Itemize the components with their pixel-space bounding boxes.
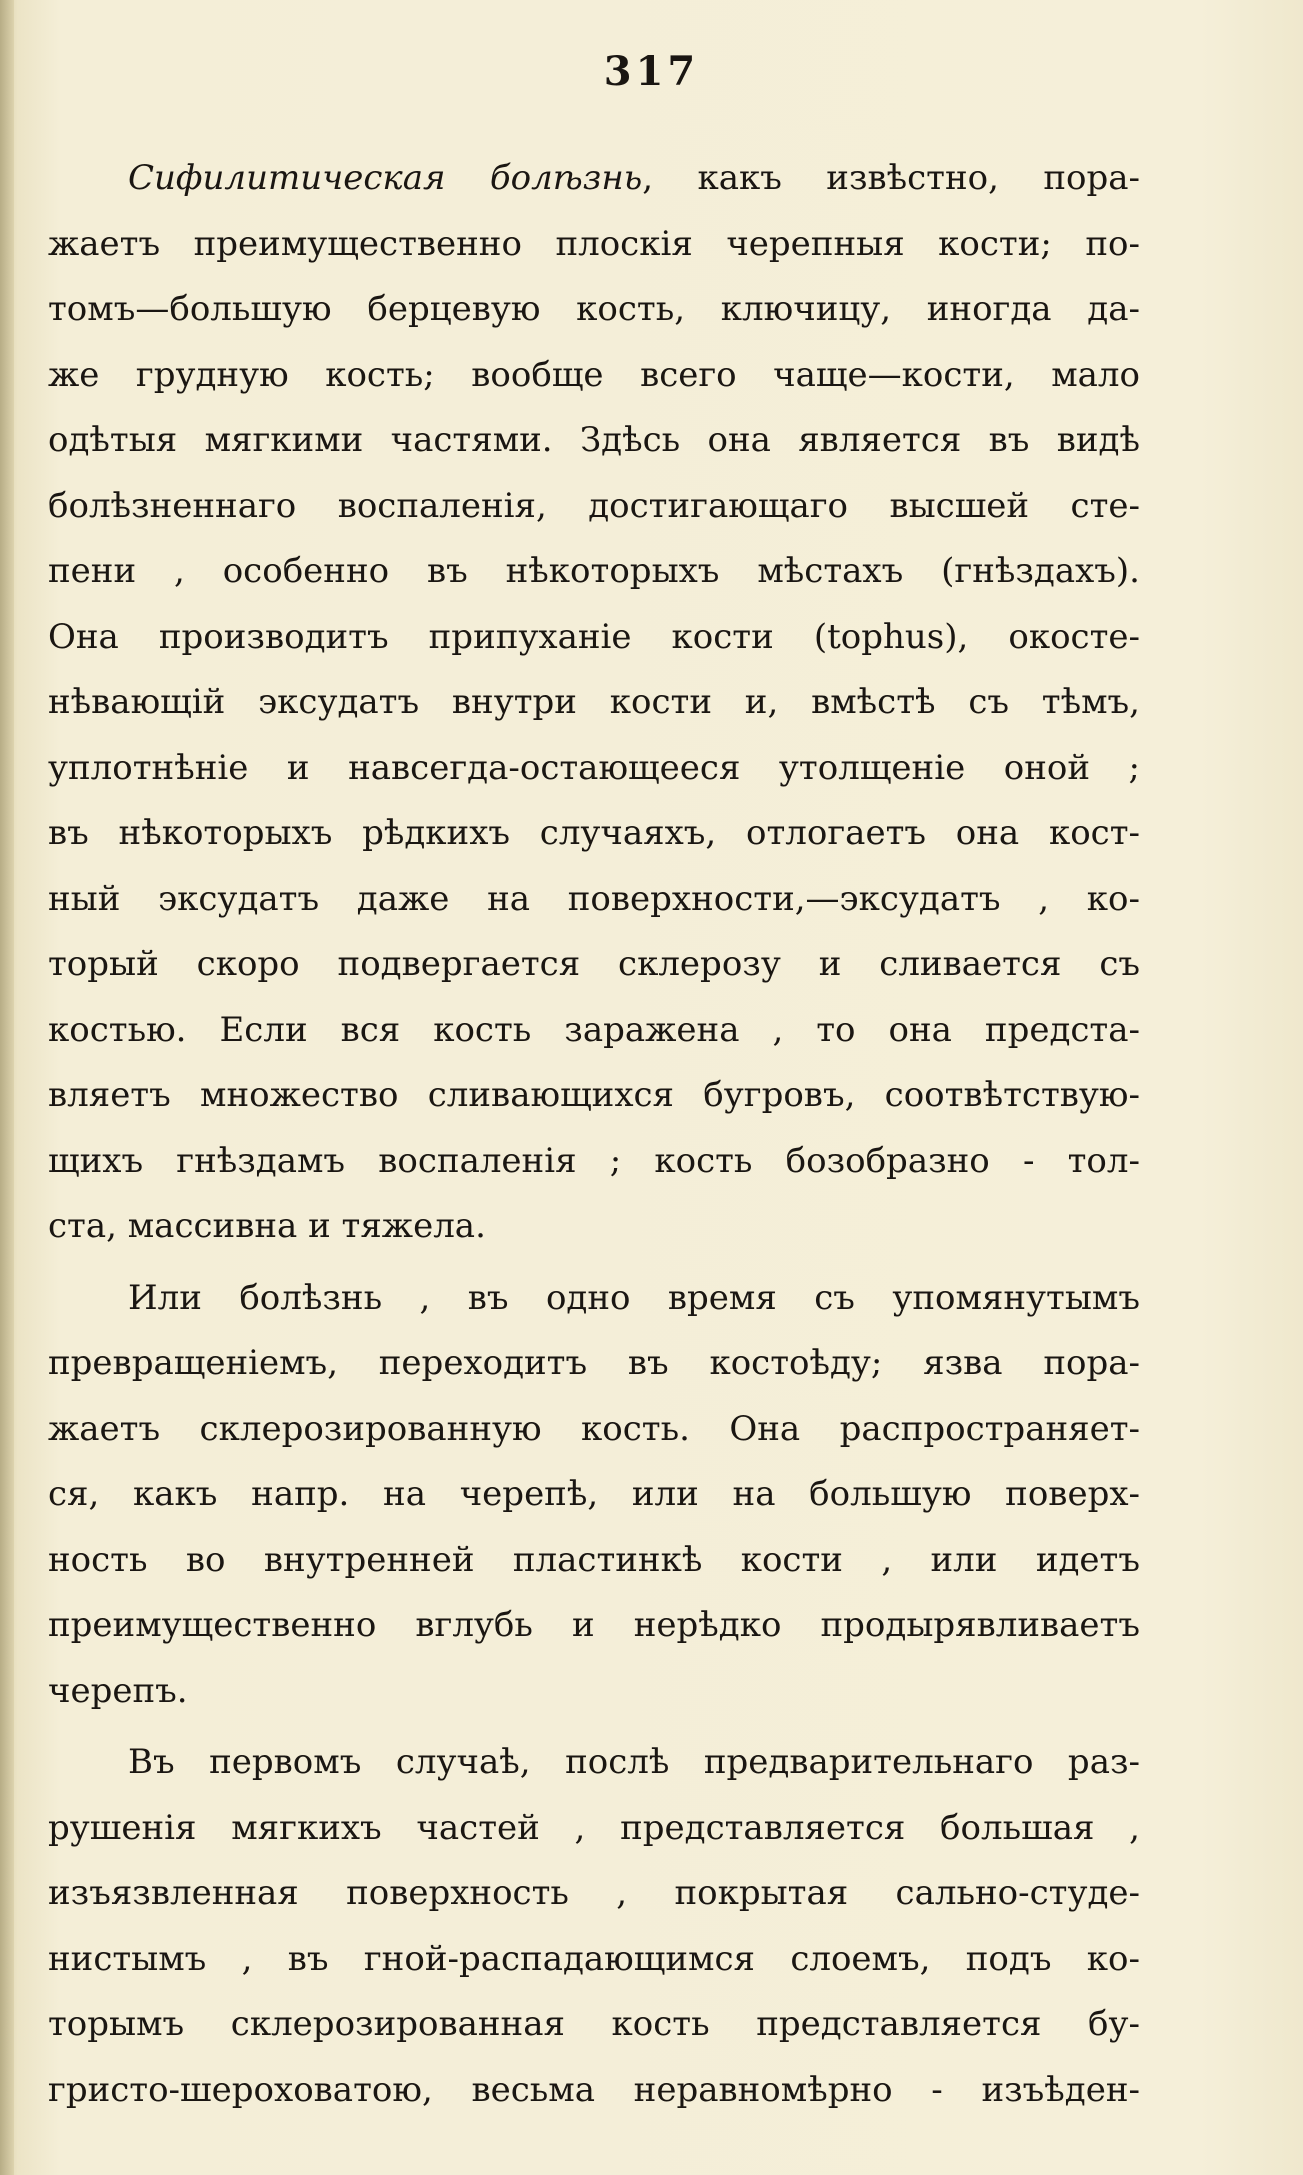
- paragraph-1: [48, 146, 1140, 1260]
- page-number: 317: [603, 48, 700, 95]
- text-line: Она производитъ припуханіе кости (tophus), окосте-: [48, 616, 1140, 657]
- text-line: томъ—большую берцевую кость, ключицу, иногда да-: [48, 289, 1140, 329]
- italic-term: Сифилитическая болѣзнь: [128, 158, 643, 198]
- text-line: преимущественно вглубь и нерѣдко продырявливаетъ: [48, 1605, 1140, 1645]
- text-line: нѣвающій эксудатъ внутри кости и, вмѣстѣ съ тѣмъ,: [48, 682, 1140, 722]
- text-line: ста, массивна и тяжела.: [48, 1206, 486, 1246]
- text-line: ся, какъ напр. на черепѣ, или на большую поверх-: [48, 1474, 1140, 1514]
- text-line: одѣтыя мягкими частями. Здѣсь она является въ видѣ: [48, 420, 1140, 460]
- text-line: ность во внутренней пластинкѣ кости , или идетъ: [48, 1539, 1140, 1580]
- text-line: костью. Если вся кость заражена , то она предста-: [48, 1009, 1140, 1050]
- paragraph-3: [48, 1730, 1140, 2123]
- text-line: вляетъ множество сливающихся бугровъ, соотвѣтствую-: [48, 1075, 1140, 1115]
- text-line: въ нѣкоторыхъ рѣдкихъ случаяхъ, отлогаетъ она кост-: [48, 813, 1140, 853]
- text-line: жаетъ преимущественно плоскія черепныя кости; по-: [48, 223, 1140, 264]
- page-gutter: [0, 0, 14, 2175]
- text-line: же грудную кость; вообще всего чаще—кости, мало: [48, 354, 1140, 395]
- text-line: жаетъ склерозированную кость. Она распространяет-: [48, 1408, 1140, 1449]
- text-line: [48, 146, 1140, 212]
- text-line: нистымъ , въ гной-распадающимся слоемъ, подъ ко-: [48, 1938, 1140, 1979]
- text-line: уплотнѣніе и навсегда-остающееся утолщеніе оной ;: [48, 747, 1140, 788]
- text-line: пени , особенно въ нѣкоторыхъ мѣстахъ (гнѣздахъ).: [48, 551, 1140, 591]
- text-line: Въ первомъ случаѣ, послѣ предварительнаго раз-: [128, 1742, 1140, 1782]
- text-line: торымъ склерозированная кость представляется бу-: [48, 2004, 1140, 2044]
- text-line: изъязвленная поверхность , покрытая сально-студе-: [48, 1873, 1140, 1913]
- text-line: черепъ.: [48, 1670, 188, 1711]
- text-line: Или болѣзнь , въ одно время съ упомянутымъ: [128, 1277, 1140, 1318]
- text-line: гристо-шероховатою, весьма неравномѣрно - изъѣден-: [48, 2069, 1140, 2110]
- text-line: рушенія мягкихъ частей , представляется большая ,: [48, 1807, 1140, 1848]
- body-text: [48, 146, 1140, 2123]
- paragraph-2: [48, 1266, 1140, 1725]
- text-line: ный эксудатъ даже на поверхности,—эксудатъ , ко-: [48, 878, 1140, 919]
- text-line: щихъ гнѣздамъ воспаленія ; кость бозобразно - тол-: [48, 1140, 1140, 1181]
- line-text: , какъ извѣстно, пора-: [642, 158, 1140, 198]
- text-line: болѣзненнаго воспаленія, достигающаго высшей сте-: [48, 485, 1140, 526]
- text-line: торый скоро подвергается склерозу и сливается съ: [48, 944, 1140, 984]
- text-line: превращеніемъ, переходитъ въ костоѣду; язва пора-: [48, 1343, 1140, 1383]
